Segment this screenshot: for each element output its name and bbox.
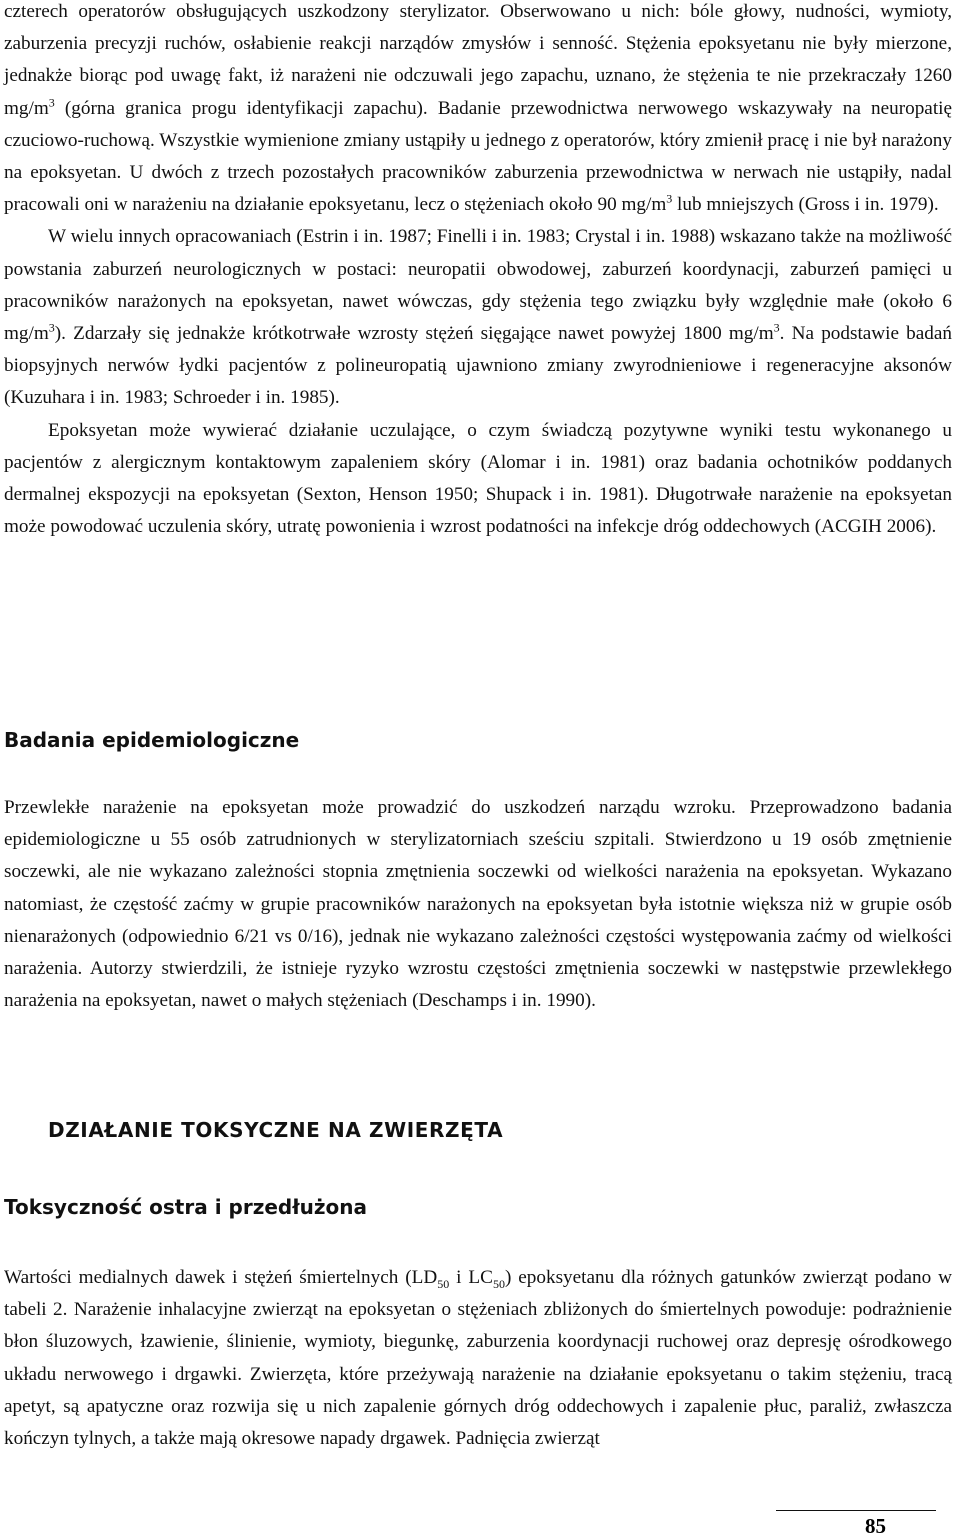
subscript: 50 bbox=[437, 1276, 450, 1291]
superscript: 3 bbox=[48, 95, 55, 110]
page-divider bbox=[776, 1510, 936, 1511]
page-number: 85 bbox=[865, 1514, 886, 1538]
superscript: 3 bbox=[48, 320, 55, 335]
subscript: 50 bbox=[492, 1276, 505, 1291]
section-heading: Badania epidemiologiczne bbox=[4, 728, 300, 752]
text: i LC bbox=[449, 1267, 493, 1288]
text: ). Zdarzały się jednakże krótkotrwałe wzrosty stężeń sięgające nawet powyżej 1800 mg/m bbox=[54, 323, 774, 345]
text: Wartości medialnych dawek i stężeń śmiertelnych (LD bbox=[4, 1267, 438, 1288]
paragraph: Epoksyetan może wywierać działanie uczulające, o czym świadczą pozytywne wyniki testu wykonanego u pacjentów z alergicznym kontaktowym zapaleniem skóry (Alomar i in. 1981) oraz badania ochotników poddanych dermalnej ekspozycji na epoksyetan (Sexton, Henson 1950; Shupack i in. 1981). Długotrwałe narażenie na epoksyetan może powodować uczulenia skóry, utratę powonienia i wzrost podatności na infekcje dróg oddechowych (ACGIH 2006). bbox=[4, 419, 952, 538]
text: lub mniejszych (Gross i in. 1979). bbox=[672, 194, 939, 216]
text: W wielu innych opracowaniach (Estrin i in. 1987; Finelli i in. 1983; Crystal i in. 1988) wskazano także na możliwość powstania zaburzeń neurologicznych w postaci: neuropatii obwodowej, zaburzeń koordynacji, zaburzeń pamięci u pracowników narażonych na epoksyetan, nawet wówczas, gdy stężenia tego związku były względnie małe (około 6 mg/m bbox=[4, 226, 952, 345]
text: ) epoksyetanu dla różnych gatunków zwierząt podano w tabeli 2. Narażenie inhalacyjne zwierząt na epoksyetan o stężeniach zbliżonych do śmiertelnych powoduje: podrażnienie błon śluzowych, łzawienie, ślinienie, wymioty, biegunkę, zaburzenia koordynacji ruchowej oraz depresję ośrodkowego układu nerwowego i drgawki. Zwierzęta, które przeżywają narażenie na działanie epoksyetanu o takim stężeniu, tracą apetyt, są apatyczne oraz rozwija się u nich zapalenie górnych dróg oddechowych i zapalenie płuc, paraliż, zwłaszcza kończyn tylnych, a także mają okresowe napady drgawek. Padnięcia zwierząt bbox=[4, 1267, 952, 1450]
paragraph bbox=[4, 221, 952, 414]
superscript: 3 bbox=[773, 320, 780, 335]
chapter-heading: DZIAŁANIE TOKSYCZNE NA ZWIERZĘTA bbox=[48, 1118, 504, 1142]
superscript: 3 bbox=[666, 191, 673, 206]
subsection-heading: Toksyczność ostra i przedłużona bbox=[4, 1195, 367, 1219]
text: . Na podstawie badań biopsyjnych nerwów łydki pacjentów z polineuropatią ujawniono zmiany zwyrodnieniowe i regeneracyjne aksonów (Kuzuhara i in. 1983; Schroeder i in. 1985). bbox=[4, 323, 952, 409]
text: (górna granica progu identyfikacji zapachu). Badanie przewodnictwa nerwowego wskazywały na neuropatię czuciowo-ruchową. Wszystkie wymienione zmiany ustąpiły u jednego z operatorów, który zmienił pracę i nie był narażony na epoksyetan. U dwóch z trzech pozostałych pracowników zaburzenia przewodnictwa w nerwach nie ustąpiły, nadal pracowali oni w narażeniu na działanie epoksyetanu, lecz o stężeniach około 90 mg/m bbox=[4, 97, 952, 216]
paragraph: Przewlekłe narażenie na epoksyetan może prowadzić do uszkodzeń narządu wzroku. Przeprowadzono badania epidemiologiczne u 55 osób zatrudnionych w sterylizatorniach sześciu szpitali. Stwierdzono u 19 osób zmętnienie soczewki, ale nie wykazano zależności stopnia zmętnienia soczewki od wielkości narażenia na epoksyetan. Wykazano natomiast, że częstość zaćmy w grupie pracowników narażonych na epoksyetan była istotnie większa niż w grupie osób nienarażonych (odpowiednio 6/21 vs 0/16), jednak nie wykazano zależności częstości występowania zaćmy od wielkości narażenia. Autorzy stwierdzili, że istnieje ryzyko wzrostu częstości zmętnienia soczewki w następstwie przewlekłego narażenia na epoksyetan, nawet o małych stężeniach (Deschamps i in. 1990). bbox=[4, 797, 952, 1012]
text-block-3 bbox=[4, 1262, 952, 1455]
text: czterech operatorów obsługujących uszkodzony sterylizator. Obserwowano u nich: bóle głowy, nudności, wymioty, zaburzenia precyzji ruchów, osłabienie reakcji narządów zmysłów i senność. Stężenia epoksyetanu nie były mierzone, jednakże biorąc pod uwagę fakt, iż narażeni nie odczuwali jego zapachu, uznano, że stężenia te nie przekraczały 1260 mg/m bbox=[4, 1, 952, 119]
text-block-2 bbox=[4, 792, 952, 1017]
paragraph bbox=[4, 1262, 952, 1455]
text-block-1 bbox=[4, 0, 952, 543]
paragraph bbox=[4, 0, 952, 221]
